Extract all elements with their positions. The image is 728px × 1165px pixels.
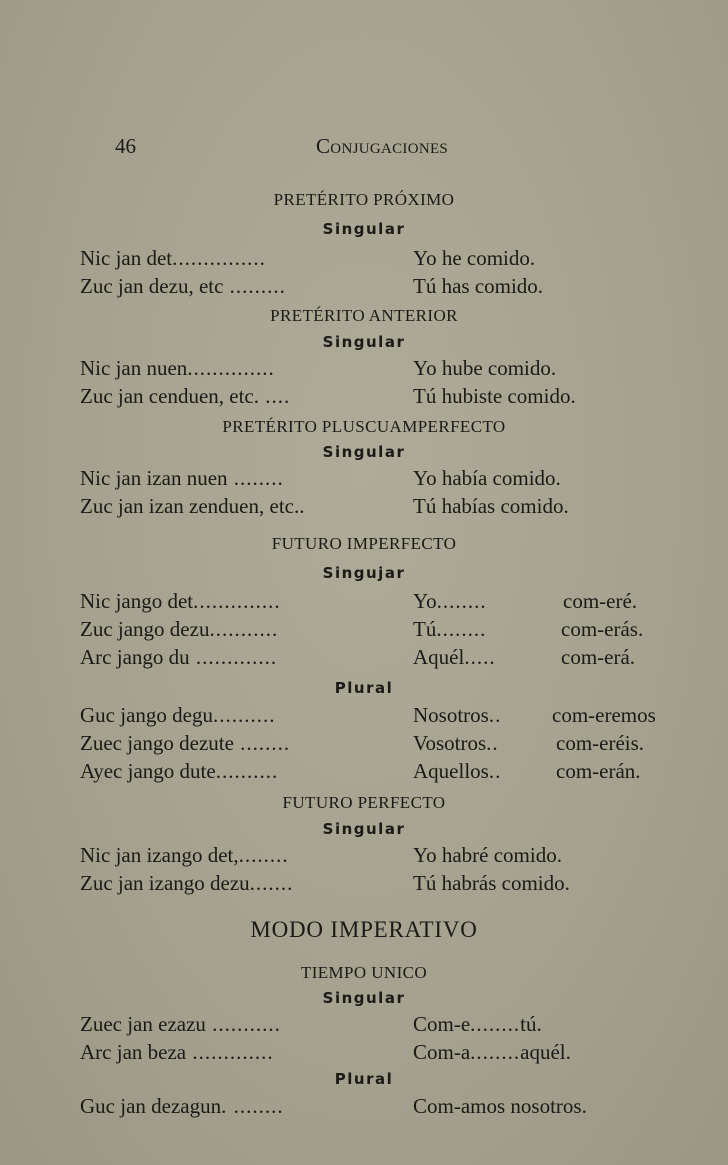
spanish-translation: Tú has comido. (413, 274, 544, 298)
mode-heading: MODO IMPERATIVO (250, 917, 478, 942)
spanish-verb: com-eremos (552, 703, 656, 727)
spanish-verb: Com-e (413, 1012, 471, 1036)
basque-form: Guc jan dezagun (80, 1094, 222, 1118)
leader-dots: ............. (189, 645, 278, 669)
number-label: Plural (334, 679, 394, 697)
leader-dots: ........ (436, 617, 487, 641)
number-label: Singular (322, 989, 406, 1007)
leader-dots: ............. (186, 1040, 274, 1064)
spanish-pronoun: tú. (520, 1012, 542, 1036)
spanish-verb: com-erá. (561, 645, 636, 669)
basque-form: Guc jango degu (80, 703, 213, 727)
basque-form: Nic jan det (80, 246, 173, 270)
spanish-pronoun: aquél. (520, 1040, 571, 1064)
number-label: Singular (322, 820, 406, 838)
spanish-verb: com-erán. (556, 759, 641, 783)
basque-form: Nic jan nuen (80, 356, 188, 380)
conjugation-row (0, 731, 728, 759)
number-label: Singular (322, 443, 406, 461)
leader-dots: . ........ (221, 1094, 284, 1118)
leader-dots: .. (488, 759, 502, 783)
leader-dots: ........ (227, 466, 284, 490)
spanish-verb: com-erás. (561, 617, 644, 641)
leader-dots: ........ (233, 731, 291, 755)
tense-heading: TIEMPO UNICO (300, 963, 428, 982)
conjugation-row (0, 1040, 728, 1068)
basque-form: Arc jan beza (80, 1040, 187, 1064)
tense-heading: PRETÉRITO PRÓXIMO (273, 190, 455, 209)
running-title: Conjugaciones (316, 134, 449, 158)
spanish-verb: Com-a (413, 1040, 471, 1064)
leader-dots: .. (488, 703, 502, 727)
tense-heading: PRETÉRITO PLUSCUAMPERFECTO (222, 417, 506, 436)
leader-dots: .... (259, 384, 291, 408)
spanish-pronoun: Aquél (413, 645, 465, 669)
tense-heading: FUTURO IMPERFECTO (271, 534, 457, 553)
basque-form: Zuec jan ezazu (80, 1012, 206, 1036)
leader-dots: .............. (187, 356, 275, 380)
spanish-translation: Yo hube comido. (413, 356, 557, 380)
basque-form: Zuc jango dezu (80, 617, 210, 641)
leader-dots: ........ (470, 1012, 521, 1036)
leader-dots: ....... (249, 871, 294, 895)
basque-form: Zuc jan izan zenduen, etc.. (80, 494, 305, 518)
leader-dots: ........... (209, 617, 279, 641)
tense-heading: PRETÉRITO ANTERIOR (270, 306, 458, 325)
spanish-pronoun: Yo (413, 589, 437, 613)
leader-dots: ........ (470, 1040, 521, 1064)
conjugation-row (0, 274, 728, 302)
spanish-translation: Com-amos nosotros. (413, 1094, 587, 1118)
spanish-verb: com-eréis. (556, 731, 645, 755)
conjugation-row (0, 356, 728, 384)
conjugation-row (0, 843, 728, 871)
spanish-pronoun: Vosotros (413, 731, 487, 755)
leader-dots: ........... (205, 1012, 281, 1036)
conjugation-row (0, 871, 728, 899)
basque-form: Zuec jango dezute (80, 731, 234, 755)
basque-form: Zuc jan dezu, etc (80, 274, 224, 298)
conjugation-row (0, 466, 728, 494)
conjugation-row (0, 1094, 728, 1122)
page-header (0, 134, 728, 164)
conjugation-row (0, 703, 728, 731)
conjugation-row (0, 1012, 728, 1040)
spanish-verb: com-eré. (563, 589, 638, 613)
leader-dots: ............... (172, 246, 266, 270)
spanish-pronoun: Nosotros (413, 703, 489, 727)
spanish-pronoun: Tú (413, 617, 437, 641)
conjugation-row (0, 384, 728, 412)
spanish-translation: Yo he comido. (413, 246, 536, 270)
page-number: 46 (115, 134, 136, 158)
conjugation-row (0, 645, 728, 673)
leader-dots: .............. (193, 589, 281, 613)
basque-form: Nic jan izango det, (80, 843, 239, 867)
conjugation-row (0, 494, 728, 522)
basque-form: Zuc jan izango dezu (80, 871, 250, 895)
tense-heading: FUTURO PERFECTO (282, 793, 446, 812)
number-label: Plural (334, 1070, 394, 1088)
conjugation-row (0, 589, 728, 617)
number-label: Singujar (322, 564, 406, 582)
conjugation-row (0, 759, 728, 787)
spanish-pronoun: Aquellos (413, 759, 489, 783)
number-label: Singular (322, 333, 406, 351)
leader-dots: ......... (223, 274, 286, 298)
spanish-translation: Tú habrás comido. (413, 871, 570, 895)
number-label: Singular (322, 220, 406, 238)
leader-dots: ........ (238, 843, 289, 867)
leader-dots: .. (486, 731, 499, 755)
conjugation-row (0, 246, 728, 274)
basque-form: Zuc jan cenduen, etc. (80, 384, 259, 408)
leader-dots: .......... (215, 759, 279, 783)
spanish-translation: Tú habías comido. (413, 494, 569, 518)
basque-form: Nic jan izan nuen (80, 466, 228, 490)
basque-form: Nic jango det (80, 589, 194, 613)
leader-dots: ..... (464, 645, 496, 669)
spanish-translation: Tú hubiste comido. (413, 384, 576, 408)
leader-dots: ........ (436, 589, 487, 613)
leader-dots: .......... (212, 703, 276, 727)
conjugation-row (0, 617, 728, 645)
basque-form: Arc jango du (80, 645, 190, 669)
basque-form: Ayec jango dute (80, 759, 216, 783)
spanish-translation: Yo había comido. (413, 466, 561, 490)
spanish-translation: Yo habré comido. (413, 843, 562, 867)
